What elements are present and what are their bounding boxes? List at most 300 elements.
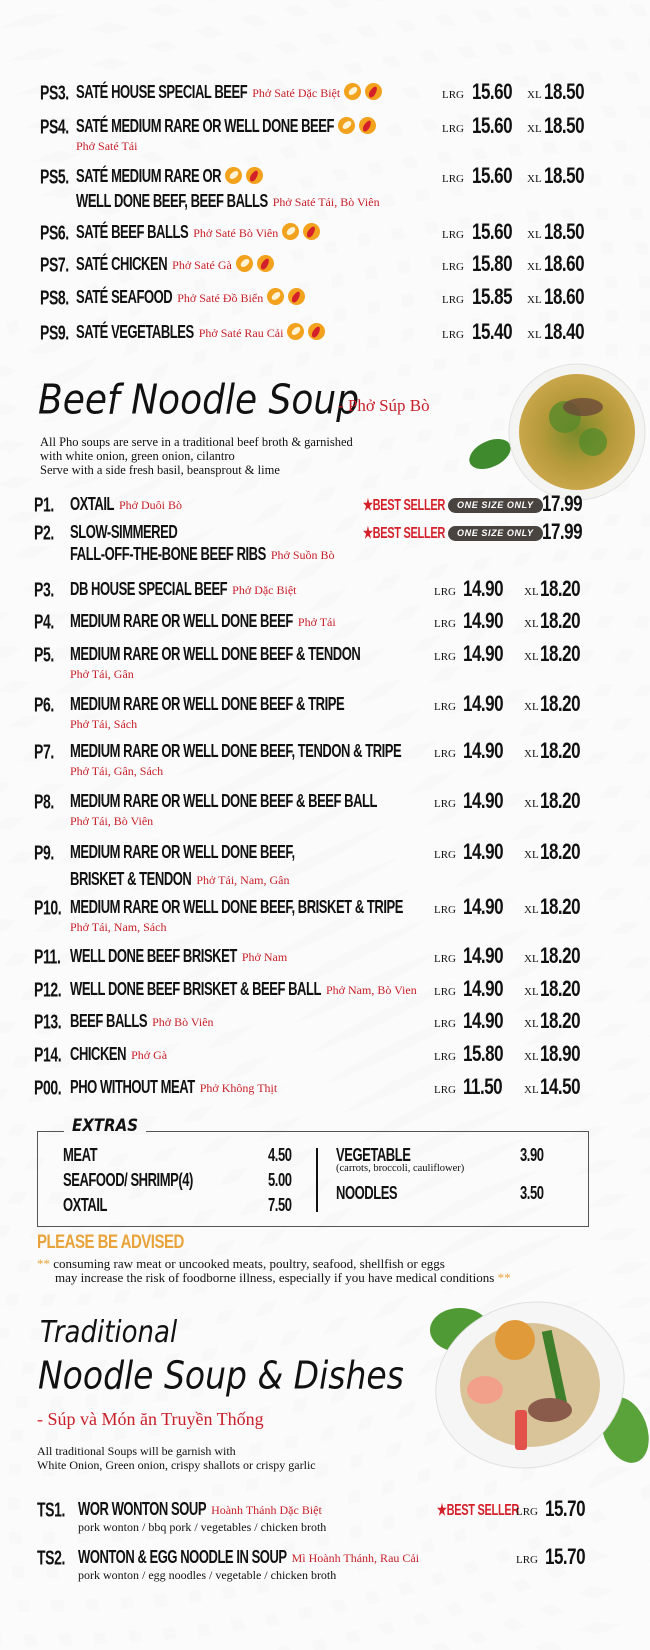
traditional-description (37, 1444, 316, 1472)
lrg-price-value: 14.90 (463, 691, 504, 717)
best-seller-label: BEST SELLER (372, 525, 446, 543)
item-code-text: P14. (34, 1042, 62, 1066)
item-vietnamese-name: Phở Tái, Gân, Sách (70, 764, 164, 778)
item-name: SATÉ MEDIUM RARE OR WELL DONE BEEF (76, 114, 334, 137)
description-line: All Pho soups are serve in a traditional beef broth & garnished (40, 435, 353, 449)
item-name: DB HOUSE SPECIAL BEEF (70, 577, 228, 600)
best-seller-badge (363, 523, 445, 543)
xl-price (540, 976, 581, 1002)
extra-price-text: 3.90 (520, 1143, 544, 1166)
xl-label: XL (524, 953, 539, 965)
xl-price (540, 894, 581, 920)
xl-price-value: 18.20 (540, 738, 581, 764)
xl-price (544, 219, 585, 245)
xl-price (544, 319, 585, 345)
item-price-value: 17.99 (542, 519, 583, 545)
traditional-title-text: Traditional (40, 1315, 178, 1351)
item-code (34, 692, 54, 716)
lrg-price-value: 14.90 (463, 943, 504, 969)
item-code-text: P3. (34, 577, 54, 601)
traditional-title-line1 (40, 1315, 178, 1351)
extra-name-text: NOODLES (336, 1181, 398, 1204)
traditional-title-text: Noodle Soup & Dishes (38, 1353, 404, 1398)
lrg-price-value: 14.90 (463, 788, 504, 814)
xl-label: XL (524, 849, 539, 861)
extra-price (268, 1168, 292, 1191)
advisory-text (37, 1257, 511, 1285)
xl-label: XL (524, 1051, 539, 1063)
xl-price-value: 14.50 (540, 1074, 581, 1100)
lrg-label: LRG (434, 986, 456, 998)
spoon-icon (344, 83, 361, 100)
one-size-only-badge: ONE SIZE ONLY (448, 526, 543, 541)
pho-bowl-image (465, 362, 650, 512)
extra-price (520, 1143, 544, 1166)
lrg-price-value: 14.90 (463, 976, 504, 1002)
xl-price (544, 284, 585, 310)
item-code-text: PS6. (40, 220, 69, 244)
item-vietnamese-name: Phở Nam, Bò Vien (325, 983, 417, 997)
lrg-price-value: 14.90 (463, 1008, 504, 1034)
extras-title (64, 1116, 146, 1135)
lrg-price (463, 839, 504, 865)
extra-price (268, 1143, 292, 1166)
item-name-line (70, 840, 295, 863)
one-size-only-badge: ONE SIZE ONLY (448, 498, 543, 513)
item-code-text: P00. (34, 1075, 62, 1099)
extra-name-text: OXTAIL (63, 1193, 107, 1216)
xl-price (540, 943, 581, 969)
item-code-text: TS1. (37, 1497, 65, 1521)
xl-price (540, 608, 581, 634)
lrg-price (463, 738, 504, 764)
advisory-line: consuming raw meat or uncooked meats, poultry, seafood, shellfish or eggs (53, 1256, 445, 1271)
xl-price (540, 738, 581, 764)
chili-icon (257, 255, 274, 272)
item-price (542, 491, 583, 517)
chili-icon (288, 288, 305, 305)
traditional-subtitle: - Súp và Món ăn Truyền Thống (37, 1409, 264, 1429)
xl-label: XL (524, 748, 539, 760)
xl-price (544, 79, 585, 105)
xl-price-value: 18.50 (544, 79, 585, 105)
lrg-price (472, 79, 513, 105)
item-vietnamese-name: Phở Saté Bò Viên (193, 226, 279, 240)
item-code-text: P11. (34, 944, 61, 968)
item-name: MEDIUM RARE OR WELL DONE BEEF, (70, 840, 295, 863)
lrg-label: LRG (434, 904, 456, 916)
extra-name (336, 1181, 398, 1204)
item-code-text: P4. (34, 609, 54, 633)
item-code-text: PS7. (40, 252, 69, 276)
xl-price-value: 18.20 (540, 839, 581, 865)
xl-price (540, 1074, 581, 1100)
item-vietnamese-name: Phở Suồn Bò (270, 548, 335, 562)
item-code (40, 80, 69, 104)
item-vietnamese-name: Phở Saté Đồ Biển (177, 291, 264, 305)
best-seller-badge (437, 1500, 519, 1520)
item-description: pork wonton / egg noodles / vegetable / chicken broth (78, 1568, 337, 1582)
item-name: SATÉ BEEF BALLS (76, 220, 189, 243)
item-vietnamese-name: Phở Saté Rau Cải (198, 326, 284, 340)
item-code-text: PS5. (40, 164, 69, 188)
item-name: WONTON & EGG NOODLE IN SOUP (78, 1545, 287, 1568)
item-name-line (70, 577, 297, 600)
extra-price (268, 1193, 292, 1216)
item-code (40, 320, 69, 344)
item-name: BRISKET & TENDON (70, 867, 192, 890)
item-vietnamese-name: Phở Tái, Gân (70, 667, 134, 681)
lrg-price-value: 14.90 (463, 641, 504, 667)
xl-price-value: 18.20 (540, 788, 581, 814)
item-name-line (70, 1009, 214, 1032)
item-name-line (76, 220, 320, 243)
xl-price-value: 18.60 (544, 284, 585, 310)
item-name: PHO WITHOUT MEAT (70, 1075, 195, 1098)
xl-price (540, 1041, 581, 1067)
spoon-icon (267, 288, 284, 305)
xl-price (540, 691, 581, 717)
item-vietnamese-name: Phở Tái, Nam, Gân (196, 873, 290, 887)
item-code-text: P6. (34, 692, 54, 716)
star-icon: ★ (363, 497, 373, 515)
item-code (34, 840, 54, 864)
xl-label: XL (524, 701, 539, 713)
xl-price-value: 18.40 (544, 319, 585, 345)
chili-icon (359, 117, 376, 134)
item-code-text: P8. (34, 789, 54, 813)
lrg-price (463, 943, 504, 969)
xl-label: XL (527, 261, 542, 273)
item-name: WELL DONE BEEF BRISKET & BEEF BALL (70, 977, 321, 1000)
item-name: CHICKEN (70, 1042, 127, 1065)
item-name: BEEF BALLS (70, 1009, 148, 1032)
best-seller-badge (363, 495, 445, 515)
xl-label: XL (527, 89, 542, 101)
best-seller-label: BEST SELLER (372, 497, 446, 515)
lrg-price-value: 15.40 (472, 319, 513, 345)
extra-note: (carrots, broccoli, cauliflower) (336, 1163, 465, 1174)
lrg-price (472, 163, 513, 189)
xl-label: XL (527, 173, 542, 185)
extra-name (63, 1168, 193, 1191)
xl-price-value: 18.50 (544, 219, 585, 245)
chili-icon (246, 167, 263, 184)
xl-label: XL (524, 904, 539, 916)
spoon-icon (338, 117, 355, 134)
lrg-price (472, 113, 513, 139)
item-code (34, 577, 54, 601)
xl-price-value: 18.60 (544, 251, 585, 277)
xl-label: XL (524, 1084, 539, 1096)
lrg-label: LRG (442, 329, 464, 341)
item-name-line (70, 542, 335, 565)
item-name: SATÉ CHICKEN (76, 252, 168, 275)
lrg-price (463, 1074, 503, 1100)
xl-label: XL (527, 123, 542, 135)
item-name: MEDIUM RARE OR WELL DONE BEEF, TENDON & TRIPE (70, 739, 402, 762)
chili-icon (365, 83, 382, 100)
lrg-price-value: 15.70 (545, 1544, 586, 1570)
item-name-line (70, 895, 403, 918)
item-name-line (76, 252, 274, 275)
item-code-text: PS4. (40, 114, 69, 138)
broth (519, 374, 635, 490)
lrg-price-value: 15.80 (463, 1041, 504, 1067)
lrg-price-value: 15.60 (472, 163, 513, 189)
item-name: OXTAIL (70, 492, 114, 515)
item-name-line (76, 164, 263, 187)
item-name: WELL DONE BEEF BRISKET (70, 944, 237, 967)
xl-label: XL (527, 229, 542, 241)
lrg-label: LRG (434, 701, 456, 713)
spoon-icon (282, 223, 299, 240)
spoon-icon (225, 167, 242, 184)
item-name: SATÉ SEAFOOD (76, 285, 173, 308)
lrg-price-value: 15.60 (472, 219, 513, 245)
item-name: WELL DONE BEEF, BEEF BALLS (76, 189, 268, 212)
xl-price-value: 18.90 (540, 1041, 581, 1067)
xl-price (544, 251, 585, 277)
xl-label: XL (527, 329, 542, 341)
item-name-line (70, 1042, 168, 1065)
item-code (40, 285, 69, 309)
fried-wonton (495, 1320, 535, 1360)
xl-price-value: 18.20 (540, 608, 581, 634)
item-code-text: P13. (34, 1009, 62, 1033)
item-name-line (70, 739, 402, 762)
item-code-text: P10. (34, 895, 62, 919)
lrg-price (463, 691, 504, 717)
item-code (40, 164, 69, 188)
spoon-icon (236, 255, 253, 272)
lrg-price-value: 15.60 (472, 113, 513, 139)
item-name-line (76, 189, 380, 212)
item-code (34, 642, 54, 666)
lrg-price (472, 284, 513, 310)
lrg-label: LRG (442, 294, 464, 306)
item-vietnamese-name: Phở Saté Gà (172, 258, 232, 272)
lrg-label: LRG (434, 748, 456, 760)
asterisk-marker: ** (37, 1256, 50, 1271)
item-code-text: P1. (34, 492, 54, 516)
xl-price-value: 18.50 (544, 163, 585, 189)
asterisk-marker: ** (497, 1270, 511, 1285)
item-name: SATÉ MEDIUM RARE OR (76, 164, 222, 187)
item-code (40, 220, 69, 244)
xl-label: XL (524, 1018, 539, 1030)
lrg-price-value: 15.70 (545, 1496, 586, 1522)
item-description: pork wonton / bbq pork / vegetables / chicken broth (78, 1520, 327, 1534)
item-price (542, 519, 583, 545)
description-line: All traditional Soups will be garnish with (37, 1444, 236, 1458)
lrg-price-value: 15.85 (472, 284, 513, 310)
item-code (34, 1042, 62, 1066)
item-name-line (76, 80, 382, 103)
item-code (34, 520, 54, 544)
item-vietnamese-name: Phở Duôi Bò (119, 498, 183, 512)
lrg-label: LRG (442, 173, 464, 185)
item-name: MEDIUM RARE OR WELL DONE BEEF (70, 609, 293, 632)
xl-price (544, 163, 585, 189)
item-vietnamese-name: Phở Tái, Bò Viên (70, 814, 154, 828)
lrg-label: LRG (442, 89, 464, 101)
xl-price-value: 18.50 (544, 113, 585, 139)
lrg-price-value: 15.60 (472, 79, 513, 105)
lrg-price (472, 219, 513, 245)
item-code-text: TS2. (37, 1545, 65, 1569)
item-vietnamese-name: Mì Hoành Thánh, Rau Cải (291, 1551, 420, 1565)
item-code (34, 789, 54, 813)
xl-label: XL (524, 618, 539, 630)
item-code-text: PS8. (40, 285, 69, 309)
item-code-text: P5. (34, 642, 54, 666)
lrg-label: LRG (434, 651, 456, 663)
beef-title-text: Beef Noodle Soup (38, 376, 360, 425)
item-code (37, 1497, 65, 1521)
lrg-price (463, 894, 504, 920)
item-vietnamese-name: Phở Tái (297, 615, 336, 629)
item-vietnamese-name: Phở Saté Tái, Bò Viên (272, 195, 380, 209)
extra-price-text: 3.50 (520, 1181, 544, 1204)
item-code-text: P12. (34, 977, 62, 1001)
lrg-label: LRG (434, 1018, 456, 1030)
item-name-line (76, 285, 305, 308)
item-code-text: P2. (34, 520, 54, 544)
extra-name-text: VEGETABLE (336, 1143, 411, 1166)
xl-price-value: 18.20 (540, 1008, 581, 1034)
xl-price (540, 839, 581, 865)
extra-name (63, 1193, 107, 1216)
lrg-label: LRG (434, 1084, 456, 1096)
item-code (37, 1545, 65, 1569)
advisory-title-text: PLEASE BE ADVISED (37, 1230, 184, 1254)
item-name: FALL-OFF-THE-BONE BEEF RIBS (70, 542, 266, 565)
star-icon: ★ (363, 525, 373, 543)
xl-price-value: 18.20 (540, 894, 581, 920)
lrg-price (463, 641, 504, 667)
item-name-line (70, 692, 345, 715)
lrg-price-value: 14.90 (463, 608, 504, 634)
lrg-price (545, 1496, 586, 1522)
item-code-text: P7. (34, 739, 54, 763)
item-vietnamese-name: Hoành Thánh Dặc Biệt (211, 1503, 322, 1517)
lrg-price (463, 1008, 504, 1034)
lrg-label: LRG (434, 586, 456, 598)
xl-price (540, 641, 581, 667)
extra-name (63, 1143, 98, 1166)
item-name: WOR WONTON SOUP (78, 1497, 207, 1520)
item-name: MEDIUM RARE OR WELL DONE BEEF & BEEF BALL (70, 789, 378, 812)
lrg-label: LRG (434, 798, 456, 810)
lrg-price-value: 14.90 (463, 894, 504, 920)
extras-divider (316, 1148, 318, 1212)
item-vietnamese-name: Phở Gà (131, 1048, 168, 1062)
item-name-line (70, 1075, 278, 1098)
noodle-dish-image (420, 1290, 650, 1490)
item-price-value: 17.99 (542, 491, 583, 517)
xl-price-value: 18.20 (540, 943, 581, 969)
item-name-line (70, 609, 336, 632)
lrg-price-value: 14.90 (463, 839, 504, 865)
item-vietnamese-name: Phở Tái, Sách (70, 717, 138, 731)
item-name: MEDIUM RARE OR WELL DONE BEEF & TENDON (70, 642, 361, 665)
lrg-label: LRG (434, 1051, 456, 1063)
lrg-price (463, 976, 504, 1002)
advisory-title (37, 1230, 184, 1254)
star-icon: ★ (437, 1502, 447, 1520)
item-vietnamese-name: Phở Saté Tái (76, 139, 138, 153)
item-code (34, 1009, 62, 1033)
description-line: with white onion, green onion, cilantro (40, 449, 235, 463)
extra-name-text: MEAT (63, 1143, 98, 1166)
xl-label: XL (527, 294, 542, 306)
lrg-label: LRG (442, 123, 464, 135)
lrg-price (463, 788, 504, 814)
item-name-line (70, 977, 417, 1000)
lrg-price-value: 14.90 (463, 738, 504, 764)
lrg-price (472, 251, 513, 277)
lrg-label: LRG (442, 261, 464, 273)
item-code (34, 739, 54, 763)
beef-section-title (38, 376, 360, 425)
lrg-price-value: 11.50 (463, 1074, 503, 1100)
xl-price (540, 788, 581, 814)
lrg-label: LRG (434, 953, 456, 965)
item-vietnamese-name: Phở Saté Dặc Biệt (252, 86, 341, 100)
description-line: White Onion, Green onion, crispy shallots or crispy garlic (37, 1458, 316, 1472)
item-name: SATÉ HOUSE SPECIAL BEEF (76, 80, 248, 103)
item-name: SLOW-SIMMERED (70, 520, 178, 543)
xl-price (540, 1008, 581, 1034)
description-line: Serve with a side fresh basil, beansprout & lime (40, 463, 280, 477)
xl-price-value: 18.20 (540, 641, 581, 667)
xl-price-value: 18.20 (540, 976, 581, 1002)
item-vietnamese-name: Phở Nam (241, 950, 288, 964)
item-name-line (76, 114, 376, 137)
item-code-text: PS9. (40, 320, 69, 344)
item-name-line (70, 944, 288, 967)
xl-label: XL (524, 651, 539, 663)
item-vietnamese-name: Phở Dặc Biệt (232, 583, 297, 597)
xl-label: XL (524, 986, 539, 998)
item-vietnamese-name: Phở Bò Viên (152, 1015, 214, 1029)
lrg-price-value: 15.80 (472, 251, 513, 277)
lrg-price (463, 608, 504, 634)
item-code-text: PS3. (40, 80, 69, 104)
item-code (34, 944, 61, 968)
item-name-line (70, 642, 361, 665)
item-code (34, 609, 54, 633)
item-code (34, 492, 54, 516)
lrg-label: LRG (434, 618, 456, 630)
item-name-line (70, 789, 378, 812)
extra-price (520, 1181, 544, 1204)
xl-price-value: 18.20 (540, 576, 581, 602)
item-vietnamese-name: Phở Tái, Nam, Sách (70, 920, 167, 934)
basil-leaf (465, 433, 515, 475)
extra-price-text: 7.50 (268, 1193, 292, 1216)
beef-section-subtitle: - Phở Súp Bò (338, 396, 430, 415)
lrg-price (463, 1041, 504, 1067)
xl-price (540, 576, 581, 602)
lrg-label: LRG (434, 849, 456, 861)
chili-icon (308, 323, 325, 340)
item-code (34, 895, 62, 919)
lrg-label: LRG (516, 1506, 538, 1518)
item-name-line (70, 492, 183, 515)
best-seller-label: BEST SELLER (446, 1502, 520, 1520)
